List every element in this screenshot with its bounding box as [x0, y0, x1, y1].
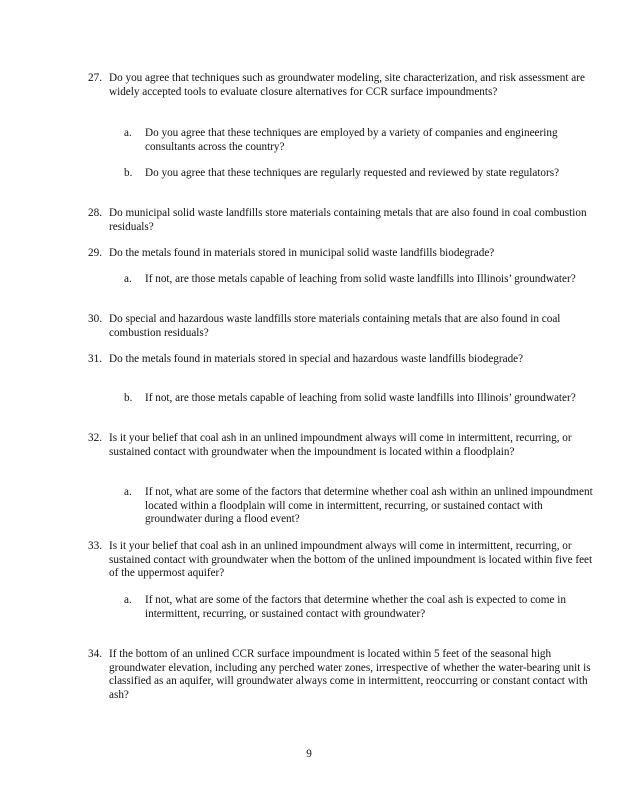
question-number: 27. [88, 72, 102, 84]
question-text: Do you agree that techniques such as groundwater modeling, site characterization, and risk assessment are widely accepted tools to evaluate closure alternatives for CCR surface impoundments? [109, 72, 585, 98]
question-27-b [124, 167, 594, 181]
question-33-a [124, 594, 594, 621]
question-27 [88, 72, 594, 99]
question-number: 31. [88, 353, 102, 365]
question-text: Do the metals found in materials stored in municipal solid waste landfills biodegrade? [109, 247, 495, 259]
sub-question-text: If not, what are some of the factors that determine whether the coal ash is expected to come in intermittent, recurring, or sustained contact with groundwater? [145, 594, 566, 620]
question-number: 30. [88, 313, 102, 325]
question-30 [88, 313, 594, 340]
question-31-b [124, 392, 594, 406]
question-text: Do municipal solid waste landfills store materials containing metals that are also found in coal combustion residuals? [109, 207, 587, 233]
sub-question-letter: a. [124, 127, 132, 139]
question-number: 29. [88, 247, 102, 259]
sub-question-letter: a. [124, 486, 132, 498]
question-text: If the bottom of an unlined CCR surface impoundment is located within 5 feet of the seasonal high groundwater elevation, including any perched water zones, irrespective of whether the water-bearing unit is classified as an aquifer, will groundwater always come in intermittent, reoccurring or constant contact with ash? [109, 648, 591, 701]
question-32 [88, 432, 594, 459]
sub-question-text: Do you agree that these techniques are employed by a variety of companies and engineering consultants across the country? [145, 127, 558, 153]
question-number: 34. [88, 648, 102, 660]
question-31 [88, 353, 594, 367]
question-text: Is it your belief that coal ash in an unlined impoundment always will come in intermittent, recurring, or sustained contact with groundwater when the impoundment is located within a floodplain? [109, 432, 572, 458]
question-29 [88, 247, 594, 261]
sub-question-letter: a. [124, 594, 132, 606]
page-number: 9 [306, 748, 312, 760]
question-33 [88, 540, 594, 581]
question-32-a [124, 486, 594, 527]
sub-question-letter: b. [124, 392, 133, 404]
question-28 [88, 207, 594, 234]
sub-question-letter: a. [124, 273, 132, 285]
sub-question-text: If not, are those metals capable of leaching from solid waste landfills into Illinois’ groundwater? [145, 273, 576, 285]
sub-question-letter: b. [124, 167, 133, 179]
question-number: 33. [88, 540, 102, 552]
question-29-a [124, 273, 594, 287]
question-34 [88, 648, 594, 702]
question-text: Do the metals found in materials stored in special and hazardous waste landfills biodegrade? [109, 353, 524, 365]
question-text: Is it your belief that coal ash in an unlined impoundment always will come in intermittent, recurring, or sustained contact with groundwater when the bottom of the unlined impoundment is located within five feet of the uppermost aquifer? [109, 540, 593, 580]
sub-question-text: Do you agree that these techniques are regularly requested and reviewed by state regulators? [145, 167, 560, 179]
question-27-a [124, 127, 594, 154]
question-number: 28. [88, 207, 102, 219]
question-number: 32. [88, 432, 102, 444]
sub-question-text: If not, are those metals capable of leaching from solid waste landfills into Illinois’ groundwater? [145, 392, 576, 404]
question-text: Do special and hazardous waste landfills store materials containing metals that are also found in coal combustion residuals? [109, 313, 561, 339]
sub-question-text: If not, what are some of the factors that determine whether coal ash within an unlined impoundment located within a floodplain will come in intermittent, recurring, or sustained contact with groundwater during a flood event? [145, 486, 593, 526]
